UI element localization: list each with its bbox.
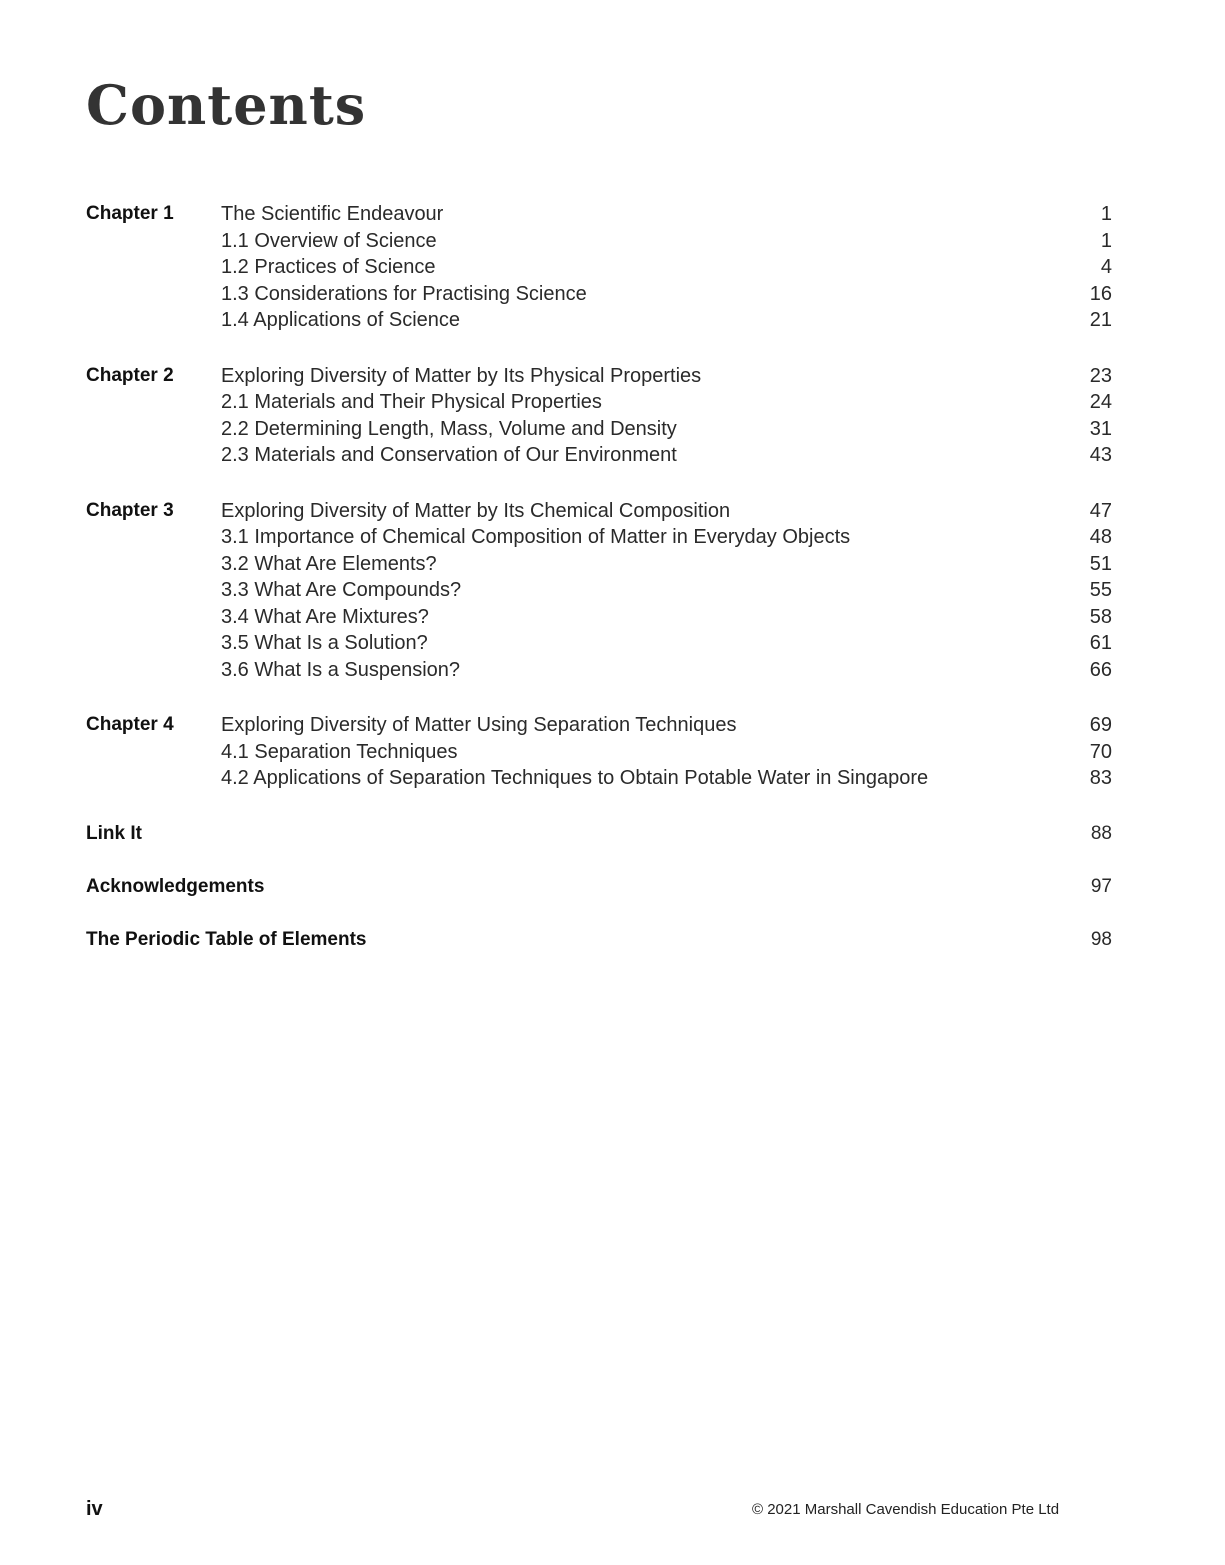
entry-title[interactable]: Link It (86, 822, 142, 844)
entry-title[interactable]: The Periodic Table of Elements (86, 928, 367, 950)
page-number: 61 (1089, 632, 1112, 654)
page-number: 66 (1089, 658, 1112, 681)
chapter-label: Chapter 2 (86, 364, 174, 386)
page-number: 97 (1090, 875, 1112, 897)
page-number: 1 (1100, 203, 1112, 225)
section-title[interactable]: 3.5 What Is a Solution? (221, 632, 428, 654)
section-title[interactable]: 3.1 Importance of Chemical Composition of Matter in Everyday Objects (221, 526, 851, 548)
section-row[interactable] (86, 281, 1112, 308)
chapter-title[interactable]: Exploring Diversity of Matter Using Separation Techniques (221, 714, 737, 736)
page-number: 70 (1089, 740, 1112, 763)
page-number: 48 (1089, 526, 1112, 548)
chapter-row[interactable] (86, 712, 1112, 739)
chapter-label: Chapter 4 (86, 714, 174, 735)
page-number: 51 (1089, 552, 1112, 575)
chapter-row[interactable] (86, 201, 1112, 228)
section-row[interactable] (86, 524, 1112, 551)
chapter-title[interactable]: Exploring Diversity of Matter by Its Physical Properties (221, 364, 702, 387)
page-number: 83 (1089, 767, 1112, 789)
toc-entry-periodic-table[interactable] (86, 927, 1112, 954)
section-title[interactable]: 1.2 Practices of Science (221, 256, 436, 278)
page-number: 88 (1090, 822, 1112, 844)
section-row[interactable] (86, 577, 1112, 604)
section-title[interactable]: 3.2 What Are Elements? (221, 552, 437, 575)
page-number: 24 (1089, 391, 1112, 413)
section-title[interactable]: 4.1 Separation Techniques (221, 740, 458, 763)
section-row[interactable] (86, 604, 1112, 631)
section-title[interactable]: 1.4 Applications of Science (221, 309, 461, 331)
section-row[interactable] (86, 630, 1112, 657)
page-number: 58 (1089, 605, 1112, 628)
page-title: Contents (86, 73, 367, 137)
chapter-row[interactable] (86, 498, 1112, 525)
toc-entry-acknowledgements[interactable] (86, 874, 1112, 901)
table-of-contents (86, 201, 1112, 980)
section-title[interactable]: 4.2 Applications of Separation Techniques to Obtain Potable Water in Singapore (221, 767, 929, 789)
chapter-4 (86, 712, 1112, 792)
page-number: 98 (1090, 928, 1112, 950)
page-number: 21 (1089, 309, 1112, 331)
page-number: 31 (1089, 417, 1112, 440)
section-row[interactable] (86, 765, 1112, 792)
section-row[interactable] (86, 307, 1112, 334)
page-number: 47 (1089, 499, 1112, 522)
section-row[interactable] (86, 551, 1112, 578)
entry-title[interactable]: Acknowledgements (86, 875, 265, 897)
chapter-title[interactable]: The Scientific Endeavour (221, 203, 444, 225)
section-row[interactable] (86, 228, 1112, 255)
chapter-2 (86, 363, 1112, 469)
section-title[interactable]: 2.3 Materials and Conservation of Our Environment (221, 444, 677, 466)
chapter-title[interactable]: Exploring Diversity of Matter by Its Chemical Composition (221, 499, 731, 522)
section-title[interactable]: 1.1 Overview of Science (221, 229, 437, 252)
section-row[interactable] (86, 254, 1112, 281)
chapter-3 (86, 498, 1112, 684)
page-number: 55 (1089, 579, 1112, 601)
section-title[interactable]: 2.2 Determining Length, Mass, Volume and Density (221, 417, 677, 440)
page-number: 4 (1100, 256, 1112, 278)
section-title[interactable]: 2.1 Materials and Their Physical Properties (221, 391, 602, 413)
section-row[interactable] (86, 739, 1112, 766)
page-number: 43 (1089, 444, 1112, 466)
chapter-label: Chapter 1 (86, 203, 174, 224)
footer-page-number: iv (86, 1498, 103, 1520)
section-title[interactable]: 3.4 What Are Mixtures? (221, 605, 429, 628)
section-title[interactable]: 1.3 Considerations for Practising Science (221, 282, 587, 305)
section-row[interactable] (86, 416, 1112, 443)
toc-entry-link-it[interactable] (86, 821, 1112, 848)
page-number: 16 (1089, 282, 1112, 305)
section-title[interactable]: 3.6 What Is a Suspension? (221, 658, 461, 681)
page-number: 69 (1089, 714, 1112, 736)
section-row[interactable] (86, 657, 1112, 684)
chapter-1 (86, 201, 1112, 334)
page-number: 23 (1089, 364, 1112, 387)
section-row[interactable] (86, 442, 1112, 469)
section-row[interactable] (86, 389, 1112, 416)
footer-copyright: © 2021 Marshall Cavendish Education Pte Ltd (752, 1501, 1060, 1518)
section-title[interactable]: 3.3 What Are Compounds? (221, 579, 462, 601)
chapter-label: Chapter 3 (86, 499, 174, 521)
page-number: 1 (1100, 229, 1112, 252)
chapter-row[interactable] (86, 363, 1112, 390)
